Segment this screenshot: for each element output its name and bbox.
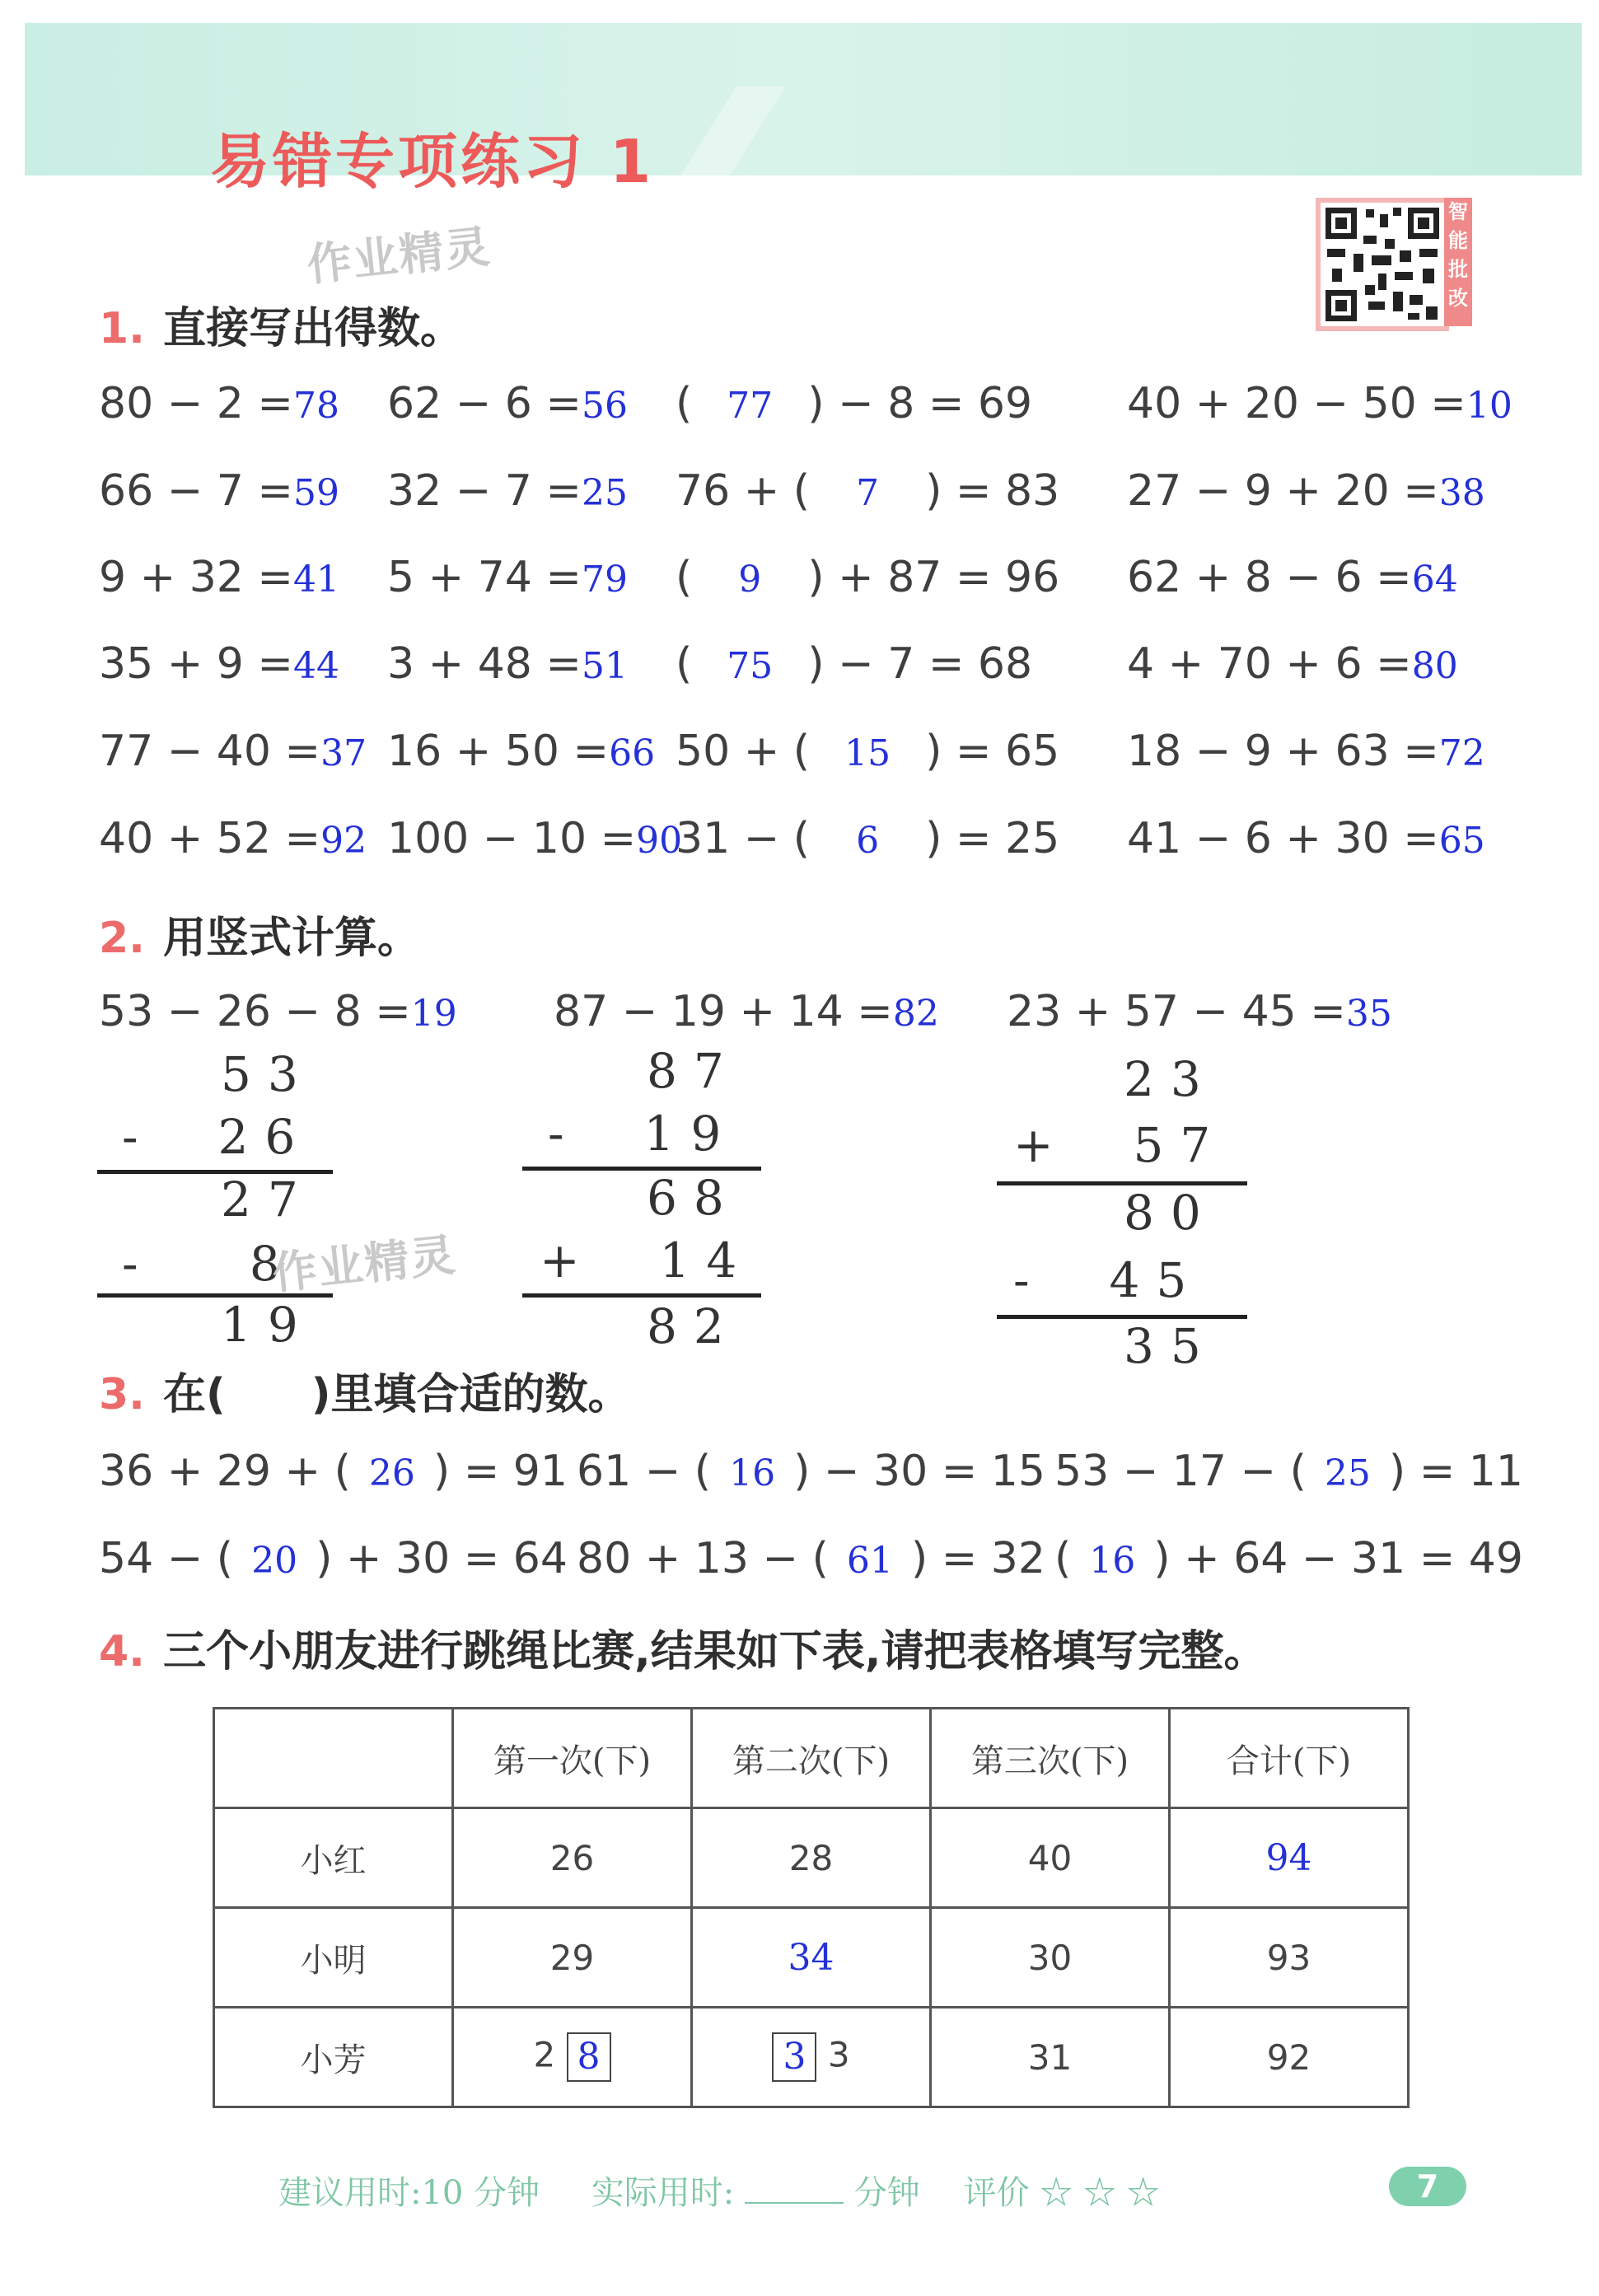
q3-item <box>577 1447 1045 1496</box>
table-header-cell: 第二次(下) <box>692 1709 931 1808</box>
table-cell-answer[interactable]: 34 <box>692 1908 931 2008</box>
q2-problem-2-answer[interactable]: 82 <box>892 993 939 1035</box>
q1-item <box>1127 466 1485 516</box>
q1-answer[interactable]: 65 <box>1438 820 1485 862</box>
q1-answer[interactable]: 56 <box>581 385 628 427</box>
page-title: 易错专项练习 1 <box>210 127 655 196</box>
q2-problem-3 <box>1007 987 1392 1036</box>
vc1-line-1: 53 <box>221 1046 315 1102</box>
q1-answer[interactable]: 51 <box>581 645 628 687</box>
q3-question-post: ) = 32 <box>910 1534 1045 1583</box>
q1-item <box>676 379 1032 428</box>
table-row <box>214 1908 1409 2008</box>
star-icon[interactable]: ☆ <box>1082 2174 1116 2212</box>
watermark-2: 作业精灵 <box>269 1228 460 1300</box>
jump-rope-table <box>213 1707 1410 2108</box>
actual-time-blank[interactable] <box>745 2202 844 2204</box>
q3-item <box>577 1534 1045 1583</box>
q3-question-pre: 80 + 13 − ( <box>577 1534 829 1583</box>
q1-question: 80 − 2 = <box>99 379 293 428</box>
table-header-cell: 合计(下) <box>1170 1709 1409 1808</box>
q3-item <box>1054 1447 1523 1496</box>
q1-question-pre: 31 − ( <box>676 814 811 863</box>
q1-answer[interactable]: 38 <box>1438 472 1485 514</box>
q1-question-post: ) − 7 = 68 <box>807 639 1033 689</box>
q1-answer[interactable]: 72 <box>1438 732 1485 774</box>
table-cell: 29 <box>453 1908 692 2008</box>
q1-item <box>1127 814 1485 863</box>
q3-text: 在( )里填合适的数。 <box>162 1370 631 1419</box>
q2-problem-2-question: 87 − 19 + 14 = <box>554 987 893 1036</box>
q3-item <box>99 1447 568 1496</box>
q1-item <box>676 639 1032 689</box>
q1-question: 3 + 48 = <box>387 639 582 689</box>
q1-item <box>676 466 1059 516</box>
q1-item <box>99 553 339 602</box>
q3-answer[interactable]: 25 <box>1324 1452 1371 1494</box>
q3-item <box>99 1534 568 1583</box>
q2-problem-1-answer[interactable]: 19 <box>410 993 457 1035</box>
q1-answer[interactable]: 15 <box>844 732 891 774</box>
q1-number: 1. <box>99 304 145 353</box>
qr-code-icon <box>1321 203 1444 326</box>
q3-question-post: ) − 30 = 15 <box>793 1447 1045 1496</box>
star-icon[interactable]: ☆ <box>1040 2174 1073 2212</box>
vc3-line-4: - 45 <box>1013 1252 1204 1308</box>
q3-question-post: ) = 11 <box>1388 1447 1523 1496</box>
q2-problem-3-answer[interactable]: 35 <box>1345 993 1392 1035</box>
q1-item <box>99 466 339 516</box>
q1-question-pre: ( <box>676 379 693 428</box>
q1-item <box>387 639 628 689</box>
vc2-line-3: 68 <box>647 1170 741 1226</box>
q1-question: 16 + 50 = <box>387 727 610 776</box>
q1-item <box>99 639 339 689</box>
smart-grading-tag[interactable]: 智能批改 <box>1444 198 1472 326</box>
q2-problem-3-question: 23 + 57 − 45 = <box>1007 987 1346 1036</box>
q1-item <box>1127 727 1485 776</box>
q3-answer[interactable]: 16 <box>1089 1540 1136 1582</box>
q1-question: 27 − 9 + 20 = <box>1127 466 1439 516</box>
q3-answer[interactable]: 61 <box>846 1540 893 1582</box>
q3-question-pre: 36 + 29 + ( <box>99 1447 351 1496</box>
page-number: 7 <box>1389 2167 1466 2206</box>
table-cell: 31 <box>931 2008 1170 2107</box>
q1-answer[interactable]: 75 <box>727 645 774 687</box>
digit-box-answer[interactable]: 8 <box>567 2032 611 2082</box>
q1-answer[interactable]: 92 <box>320 820 367 862</box>
table-cell: 92 <box>1170 2008 1409 2107</box>
q1-answer[interactable]: 25 <box>581 472 628 514</box>
q1-item <box>99 379 339 428</box>
q3-question-pre: ( <box>1054 1534 1072 1583</box>
q2-problem-1 <box>99 987 457 1036</box>
q2-heading <box>99 903 420 965</box>
q1-item <box>387 379 628 428</box>
vc3-line-2: + 57 <box>1013 1117 1227 1173</box>
table-row <box>214 2008 1409 2107</box>
q1-question: 32 − 7 = <box>387 466 582 516</box>
q1-item <box>387 553 628 602</box>
minute-unit: 分钟 <box>853 2174 920 2212</box>
digit-text: 3 <box>827 2034 850 2075</box>
vc3-line-5: 35 <box>1124 1318 1218 1374</box>
q3-question-pre: 53 − 17 − ( <box>1054 1447 1307 1496</box>
digit-text: 2 <box>533 2034 556 2075</box>
q1-item <box>1127 553 1458 602</box>
q1-item <box>676 727 1059 776</box>
q1-question: 40 + 20 − 50 = <box>1127 379 1466 428</box>
q1-answer[interactable]: 78 <box>292 385 339 427</box>
vc3-line-1: 23 <box>1124 1051 1218 1107</box>
q2-problem-2 <box>554 987 939 1036</box>
table-header-cell: 第三次(下) <box>931 1709 1170 1808</box>
q1-question-post: ) = 65 <box>925 727 1060 776</box>
vc2-line-4: + 14 <box>540 1232 754 1288</box>
q3-number: 3. <box>99 1370 145 1419</box>
star-icon[interactable]: ☆ <box>1126 2174 1160 2212</box>
q1-question-pre: ( <box>676 553 693 602</box>
q1-answer[interactable]: 9 <box>738 559 762 601</box>
vc3-line-3: 80 <box>1124 1185 1218 1241</box>
table-cell: 30 <box>931 1908 1170 2008</box>
q1-heading <box>99 293 463 355</box>
q1-answer[interactable]: 7 <box>856 472 880 514</box>
q2-problem-1-question: 53 − 26 − 8 = <box>99 987 411 1036</box>
vc2-line-1: 87 <box>647 1043 741 1099</box>
q1-question-pre: 76 + ( <box>676 466 811 516</box>
table-header-cell: 第一次(下) <box>453 1709 692 1808</box>
q3-question-post: ) + 64 − 31 = 49 <box>1153 1534 1523 1583</box>
table-cell-name: 小芳 <box>214 2008 453 2107</box>
table-cell-name: 小明 <box>214 1908 453 2008</box>
q1-item <box>1127 639 1458 689</box>
table-cell: 93 <box>1170 1908 1409 2008</box>
q1-question: 66 − 7 = <box>99 466 293 516</box>
q1-answer[interactable]: 41 <box>292 559 339 601</box>
q3-answer[interactable]: 16 <box>729 1452 776 1494</box>
table-header-cell <box>214 1709 453 1808</box>
vc1-line-2: - 26 <box>122 1109 312 1165</box>
q1-question: 100 − 10 = <box>387 814 637 863</box>
table-cell <box>692 2008 931 2107</box>
q1-item <box>387 814 682 863</box>
q1-item <box>1127 379 1513 428</box>
table-cell-answer[interactable]: 94 <box>1170 1808 1409 1908</box>
table-cell: 26 <box>453 1808 692 1908</box>
q1-question-post: ) = 83 <box>925 466 1060 516</box>
q1-question: 62 − 6 = <box>387 379 582 428</box>
q3-question-pre: 54 − ( <box>99 1534 234 1583</box>
q3-question-post: ) = 91 <box>432 1447 568 1496</box>
q1-question: 40 + 52 = <box>99 814 321 863</box>
q1-item <box>99 814 367 863</box>
q1-answer[interactable]: 6 <box>856 820 880 862</box>
q3-item <box>1054 1534 1523 1583</box>
q1-question: 5 + 74 = <box>387 553 582 602</box>
q1-answer[interactable]: 77 <box>727 385 774 427</box>
q1-answer[interactable]: 10 <box>1466 385 1513 427</box>
q3-question-pre: 61 − ( <box>577 1447 712 1496</box>
vc1-line-5: 19 <box>221 1297 315 1353</box>
q1-question-pre: ( <box>676 639 693 689</box>
q1-answer[interactable]: 64 <box>1411 559 1458 601</box>
q1-answer[interactable]: 66 <box>609 732 656 774</box>
q1-answer[interactable]: 90 <box>636 820 683 862</box>
vc1-line-4: - 8 <box>122 1236 297 1292</box>
suggested-time: 建议用时:10 分钟 <box>278 2174 540 2212</box>
q1-question: 77 − 40 = <box>99 727 321 776</box>
q1-item <box>676 814 1059 863</box>
table-cell <box>453 2008 692 2107</box>
q1-question: 62 + 8 − 6 = <box>1127 553 1412 602</box>
q4-text: 三个小朋友进行跳绳比赛,结果如下表,请把表格填写完整。 <box>162 1627 1267 1676</box>
q1-question: 9 + 32 = <box>99 553 293 602</box>
q1-question: 4 + 70 + 6 = <box>1127 639 1412 689</box>
q1-question-pre: 50 + ( <box>676 727 811 776</box>
actual-time-label: 实际用时: <box>591 2174 735 2212</box>
table-cell-name: 小红 <box>214 1808 453 1908</box>
q4-number: 4. <box>99 1627 145 1676</box>
rating-label: 评价 <box>963 2174 1030 2212</box>
qr-code[interactable] <box>1316 198 1449 331</box>
vc2-line-5: 82 <box>647 1298 741 1354</box>
table-cell: 40 <box>931 1808 1170 1908</box>
q1-question-post: ) + 87 = 96 <box>807 553 1060 602</box>
vc2-rule-2 <box>522 1293 761 1298</box>
vc1-line-3: 27 <box>221 1171 315 1227</box>
q1-answer[interactable]: 59 <box>292 472 339 514</box>
q4-heading <box>99 1616 1266 1678</box>
q1-question-post: ) = 25 <box>925 814 1060 863</box>
table-header-row <box>214 1709 1409 1808</box>
q3-answer[interactable]: 20 <box>251 1540 298 1582</box>
q1-answer[interactable]: 44 <box>292 645 339 687</box>
q1-answer[interactable]: 37 <box>320 732 367 774</box>
q2-text: 用竖式计算。 <box>162 914 420 963</box>
q1-question: 35 + 9 = <box>99 639 293 689</box>
q1-answer[interactable]: 79 <box>581 559 628 601</box>
q1-item <box>676 553 1059 602</box>
q1-item <box>99 727 367 776</box>
table-row <box>214 1808 1409 1908</box>
q1-question-post: ) − 8 = 69 <box>807 379 1033 428</box>
q1-text: 直接写出得数。 <box>162 304 463 353</box>
digit-box-answer[interactable]: 3 <box>772 2032 816 2082</box>
q3-heading <box>99 1359 630 1421</box>
q2-number: 2. <box>99 914 145 963</box>
footer <box>278 2167 1160 2214</box>
q3-answer[interactable]: 26 <box>368 1452 415 1494</box>
table-cell: 28 <box>692 1808 931 1908</box>
q1-item <box>387 727 655 776</box>
vc2-line-2: - 19 <box>548 1106 738 1162</box>
q1-question: 18 − 9 + 63 = <box>1127 727 1439 776</box>
q3-question-post: ) + 30 = 64 <box>316 1534 568 1583</box>
watermark: 作业精灵 <box>304 220 494 292</box>
q1-answer[interactable]: 80 <box>1411 645 1458 687</box>
q1-question: 41 − 6 + 30 = <box>1127 814 1439 863</box>
q1-item <box>387 466 628 516</box>
